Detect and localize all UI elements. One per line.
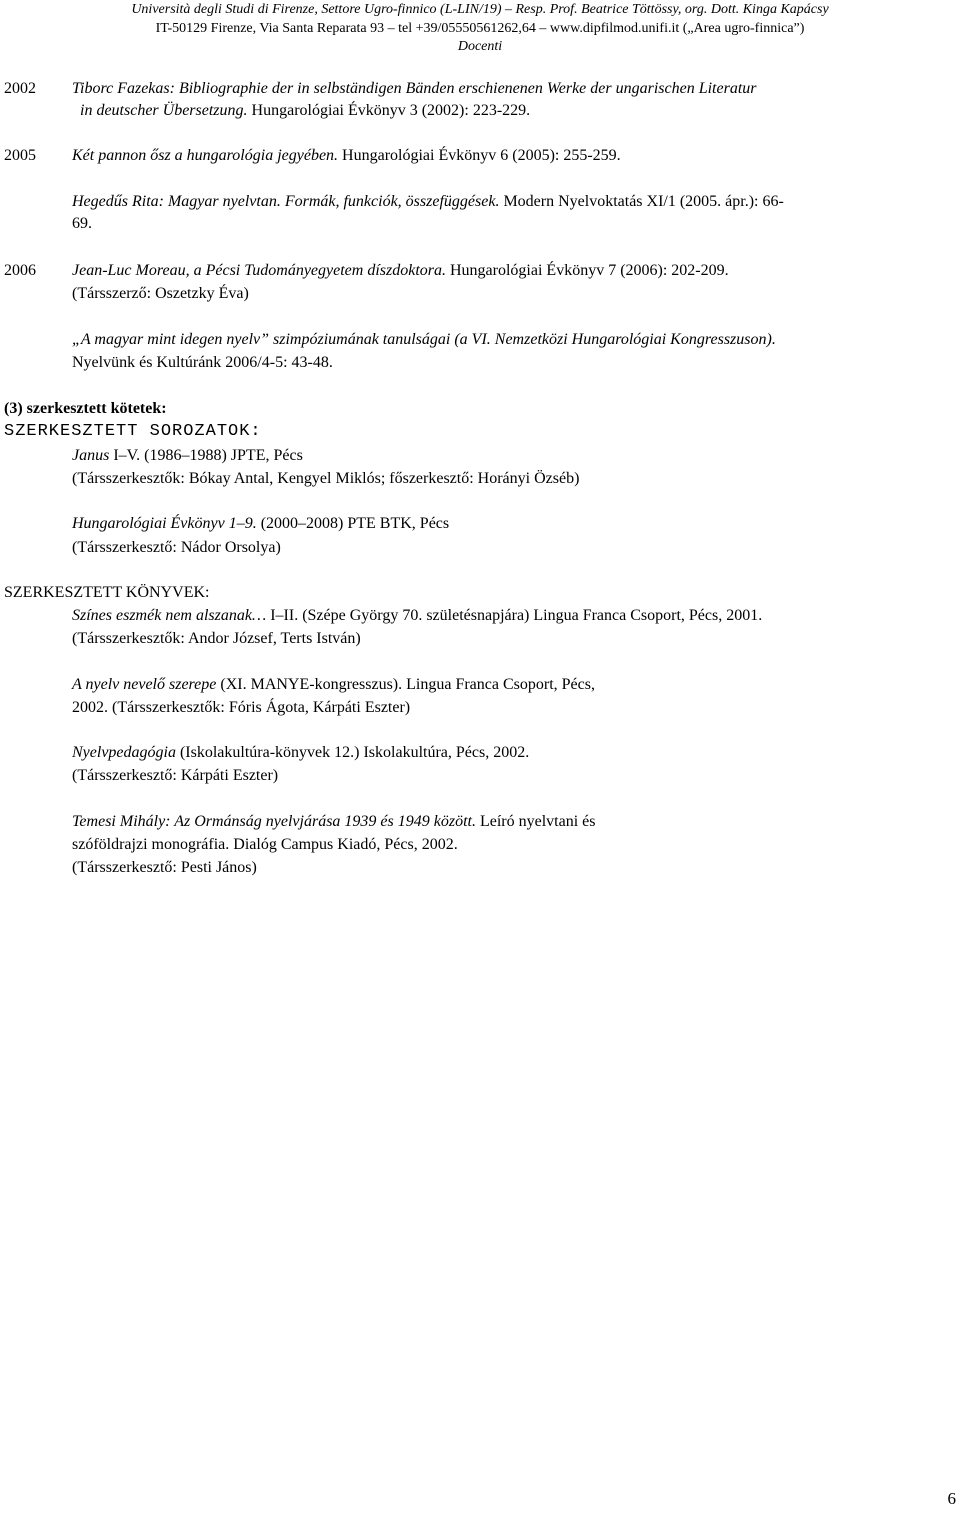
- entry-2006-a-title: Jean-Luc Moreau, a Pécsi Tudományegyetem díszdoktora.: [72, 262, 446, 279]
- book-item-3: [72, 742, 529, 764]
- entry-2005-b-title: Hegedűs Rita: Magyar nyelvtan. Formák, funkciók, összefüggések.: [72, 193, 500, 210]
- entry-2002-source: Hungarológiai Évkönyv 3 (2002): 223-229.: [247, 102, 531, 119]
- book-1-info: I–II. (Szépe György 70. születésnapjára) Lingua Franca Csoport, Pécs, 2001.: [266, 607, 763, 624]
- series-janus-info: I–V. (1986–1988) JPTE, Pécs: [109, 447, 303, 464]
- book-1-editors: (Társszerkesztők: Andor József, Terts István): [72, 630, 361, 647]
- entry-year-2006: 2006: [4, 262, 36, 279]
- book-2-editors: 2002. (Társszerkesztők: Fóris Ágota, Kárpáti Eszter): [72, 699, 411, 716]
- entry-2002-title-line1: Tiborc Fazekas: Bibliographie der in selbständigen Bänden erschienenen Werke der ungarischen Literatur: [72, 80, 757, 97]
- entry-2005-b: [72, 191, 784, 213]
- series-janus-title: Janus: [72, 447, 110, 464]
- entry-2006-a-coauthor: (Társszerző: Oszetzky Éva): [72, 285, 249, 302]
- book-2-info: (XI. MANYE-kongresszus). Lingua Franca Csoport, Pécs,: [216, 676, 595, 693]
- series-janus-editors: (Társszerkesztők: Bókay Antal, Kengyel Miklós; főszerkesztő: Horányi Özséb): [72, 470, 580, 487]
- entry-2005-a-source: Hungarológiai Évkönyv 6 (2005): 255-259.: [338, 147, 621, 164]
- book-3-info: (Iskolakultúra-könyvek 12.) Iskolakultúra, Pécs, 2002.: [175, 744, 530, 761]
- series-item-janus: [72, 445, 303, 467]
- entry-2005-b-line2: 69.: [72, 215, 92, 232]
- section-edited-series: SZERKESZTETT SOROZATOK:: [4, 422, 262, 441]
- section-edited-volumes: (3) szerkesztett kötetek:: [4, 400, 167, 417]
- header-line-2: IT-50129 Firenze, Via Santa Reparata 93 – tel +39/05550561262,64 – www.dipfilmod.unifi.it („Area ugro-finnica”): [155, 21, 805, 36]
- page-number: 6: [947, 1489, 956, 1508]
- book-item-4: [72, 811, 596, 833]
- book-4-info: Leíró nyelvtani és: [475, 813, 596, 830]
- entry-2002-title-line2: in deutscher Übersetzung.: [80, 102, 248, 119]
- book-2-title: A nyelv nevelő szerepe: [72, 676, 217, 693]
- book-3-editors: (Társszerkesztő: Kárpáti Eszter): [72, 767, 279, 784]
- book-item-1: [72, 605, 762, 627]
- entry-2006-b-title: „A magyar mint idegen nyelv” szimpóziumának tanulságai (a VI. Nemzetközi Hungarológiai Kongresszuson).: [72, 331, 776, 348]
- entry-2006-b-source: Nyelvünk és Kultúránk 2006/4-5: 43-48.: [72, 354, 333, 371]
- entry-2005-a: [72, 145, 621, 167]
- series-hungarologiai-info: (2000–2008) PTE BTK, Pécs: [256, 515, 450, 532]
- entry-2006-a: [72, 260, 729, 282]
- entry-2005-b-source: Modern Nyelvoktatás XI/1 (2005. ápr.): 66-: [499, 193, 784, 210]
- entry-2006-a-source: Hungarológiai Évkönyv 7 (2006): 202-209.: [446, 262, 729, 279]
- book-4-editors: (Társszerkesztő: Pesti János): [72, 859, 257, 876]
- book-4-info-line2: szóföldrajzi monográfia. Dialóg Campus Kiadó, Pécs, 2002.: [72, 836, 458, 853]
- header-line-3: Docenti: [457, 39, 503, 54]
- entry-2005-a-title: Két pannon ősz a hungarológia jegyében.: [72, 147, 339, 164]
- header-line-1: Università degli Studi di Firenze, Settore Ugro-finnico (L-LIN/19) – Resp. Prof. Beatrice Töttössy, org. Dott. Kinga Kapácsy: [131, 2, 829, 17]
- entry-year-2002: 2002: [4, 80, 36, 97]
- entry-2002-line2: [80, 100, 530, 122]
- series-hungarologiai-title: Hungarológiai Évkönyv 1–9.: [72, 515, 257, 532]
- entry-year-2005: 2005: [4, 147, 36, 164]
- series-item-hungarologiai: [72, 513, 449, 535]
- book-3-title: Nyelvpedagógia: [72, 744, 176, 761]
- book-4-title: Temesi Mihály: Az Ormánság nyelvjárása 1939 és 1949 között.: [72, 813, 476, 830]
- book-1-title: Színes eszmék nem alszanak…: [72, 607, 267, 624]
- book-item-2: [72, 674, 595, 696]
- section-edited-books: SZERKESZTETT KÖNYVEK:: [4, 584, 210, 601]
- series-hungarologiai-editors: (Társszerkesztő: Nádor Orsolya): [72, 539, 281, 556]
